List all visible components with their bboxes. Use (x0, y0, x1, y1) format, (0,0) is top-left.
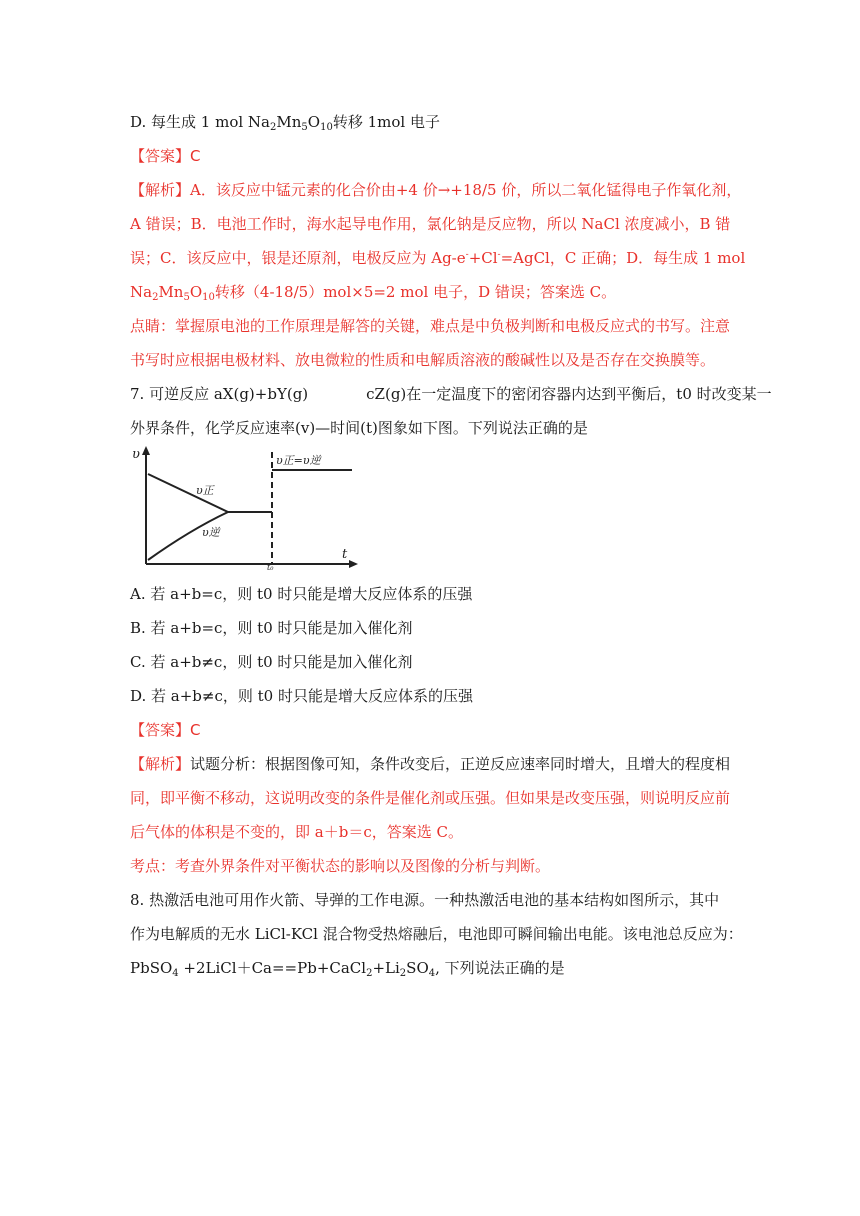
y-axis-arrow (142, 446, 150, 455)
q6-analysis-line-3: 误；C．该反应中，银是还原剂，电极反应为 Ag-e-+Cl-=AgCl，C 正确；D．每生成 1 mol (130, 249, 746, 267)
q8-stem-line-2: 作为电解质的无水 LiCl-KCl 混合物受热熔融后，电池即可瞬间输出电能。该电池总反应为： (130, 925, 743, 943)
equal-rate-label: υ正=υ逆 (276, 454, 321, 467)
q7-kaodian: 考点：考查外界条件对平衡状态的影响以及图像的分析与判断。 (130, 857, 551, 875)
q7-option-d: D. 若 a+b≠c，则 t0 时只能是增大反应体系的压强 (130, 687, 473, 705)
forward-rate-label: υ正 (196, 484, 214, 497)
q8-stem-line-3: PbSO$_4$ $+2LiCl+Ca==Pb+CaCl_2+Li_2SO_4$, 下列说法正确的是 (130, 959, 565, 979)
t0-label: t₀ (267, 563, 274, 570)
q7-stem-line-2: 外界条件，化学反应速率(v)—时间(t)图象如下图。下列说法正确的是 (130, 419, 588, 437)
q7-analysis-line-3: 后气体的体积是不变的，即 a＋b＝c，答案选 C。 (130, 823, 463, 841)
q7-stem-line-1: 7. 可逆反应 aX(g)+bY(g) cZ(g)在一定温度下的密闭容器内达到平衡后，t0 时改变某一 (130, 385, 772, 403)
q6-analysis-line-1: 【解析】A．该反应中锰元素的化合价由+4 价→+18/5 价，所以二氧化锰得电子作氧化剂， (130, 181, 742, 199)
q6-answer: 【答案】C (130, 147, 201, 165)
q7-option-a: A. 若 a+b=c，则 t0 时只能是增大反应体系的压强 (130, 585, 473, 603)
y-axis-label: υ (132, 447, 140, 462)
rate-time-graph (130, 446, 360, 570)
q7-option-c: C. 若 a+b≠c，则 t0 时只能是加入催化剂 (130, 653, 413, 671)
q7-analysis-line-1: 【解析】试题分析：根据图像可知，条件改变后，正逆反应速率同时增大，且增大的程度相 (130, 755, 731, 773)
q6-dianjing-line-2: 书写时应根据电极材料、放电微粒的性质和电解质溶液的酸碱性以及是否存在交换膜等。 (130, 351, 716, 369)
q7-option-b: B. 若 a+b=c，则 t0 时只能是加入催化剂 (130, 619, 413, 637)
q8-stem-line-1: 8. 热激活电池可用作火箭、导弹的工作电源。一种热激活电池的基本结构如图所示，其中 (130, 891, 720, 909)
q6-dianjing-line-1: 点睛：掌握原电池的工作原理是解答的关键，难点是中负极判断和电极反应式的书写。注意 (130, 317, 731, 335)
q6-option-d: D. 每生成 1 mol $Na_2Mn_5O_{10}$转移 1mol 电子 (130, 113, 440, 133)
q6-analysis-line-4: $Na_2Mn_5O_{10}$转移（4-18/5）mol×5=2 mol 电子，D 错误；答案选 C。 (130, 283, 617, 303)
q7-analysis-line-2: 同，即平衡不移动，这说明改变的条件是催化剂或压强。但如果是改变压强，则说明反应前 (130, 789, 731, 807)
x-axis-label: t (342, 547, 348, 562)
q6-analysis-line-2: A 错误；B．电池工作时，海水起导电作用，氯化钠是反应物，所以 NaCl 浓度减小，B 错 (130, 215, 731, 233)
reverse-rate-label: υ逆 (202, 526, 220, 539)
x-axis-arrow (349, 560, 358, 568)
q7-answer: 【答案】C (130, 721, 201, 739)
